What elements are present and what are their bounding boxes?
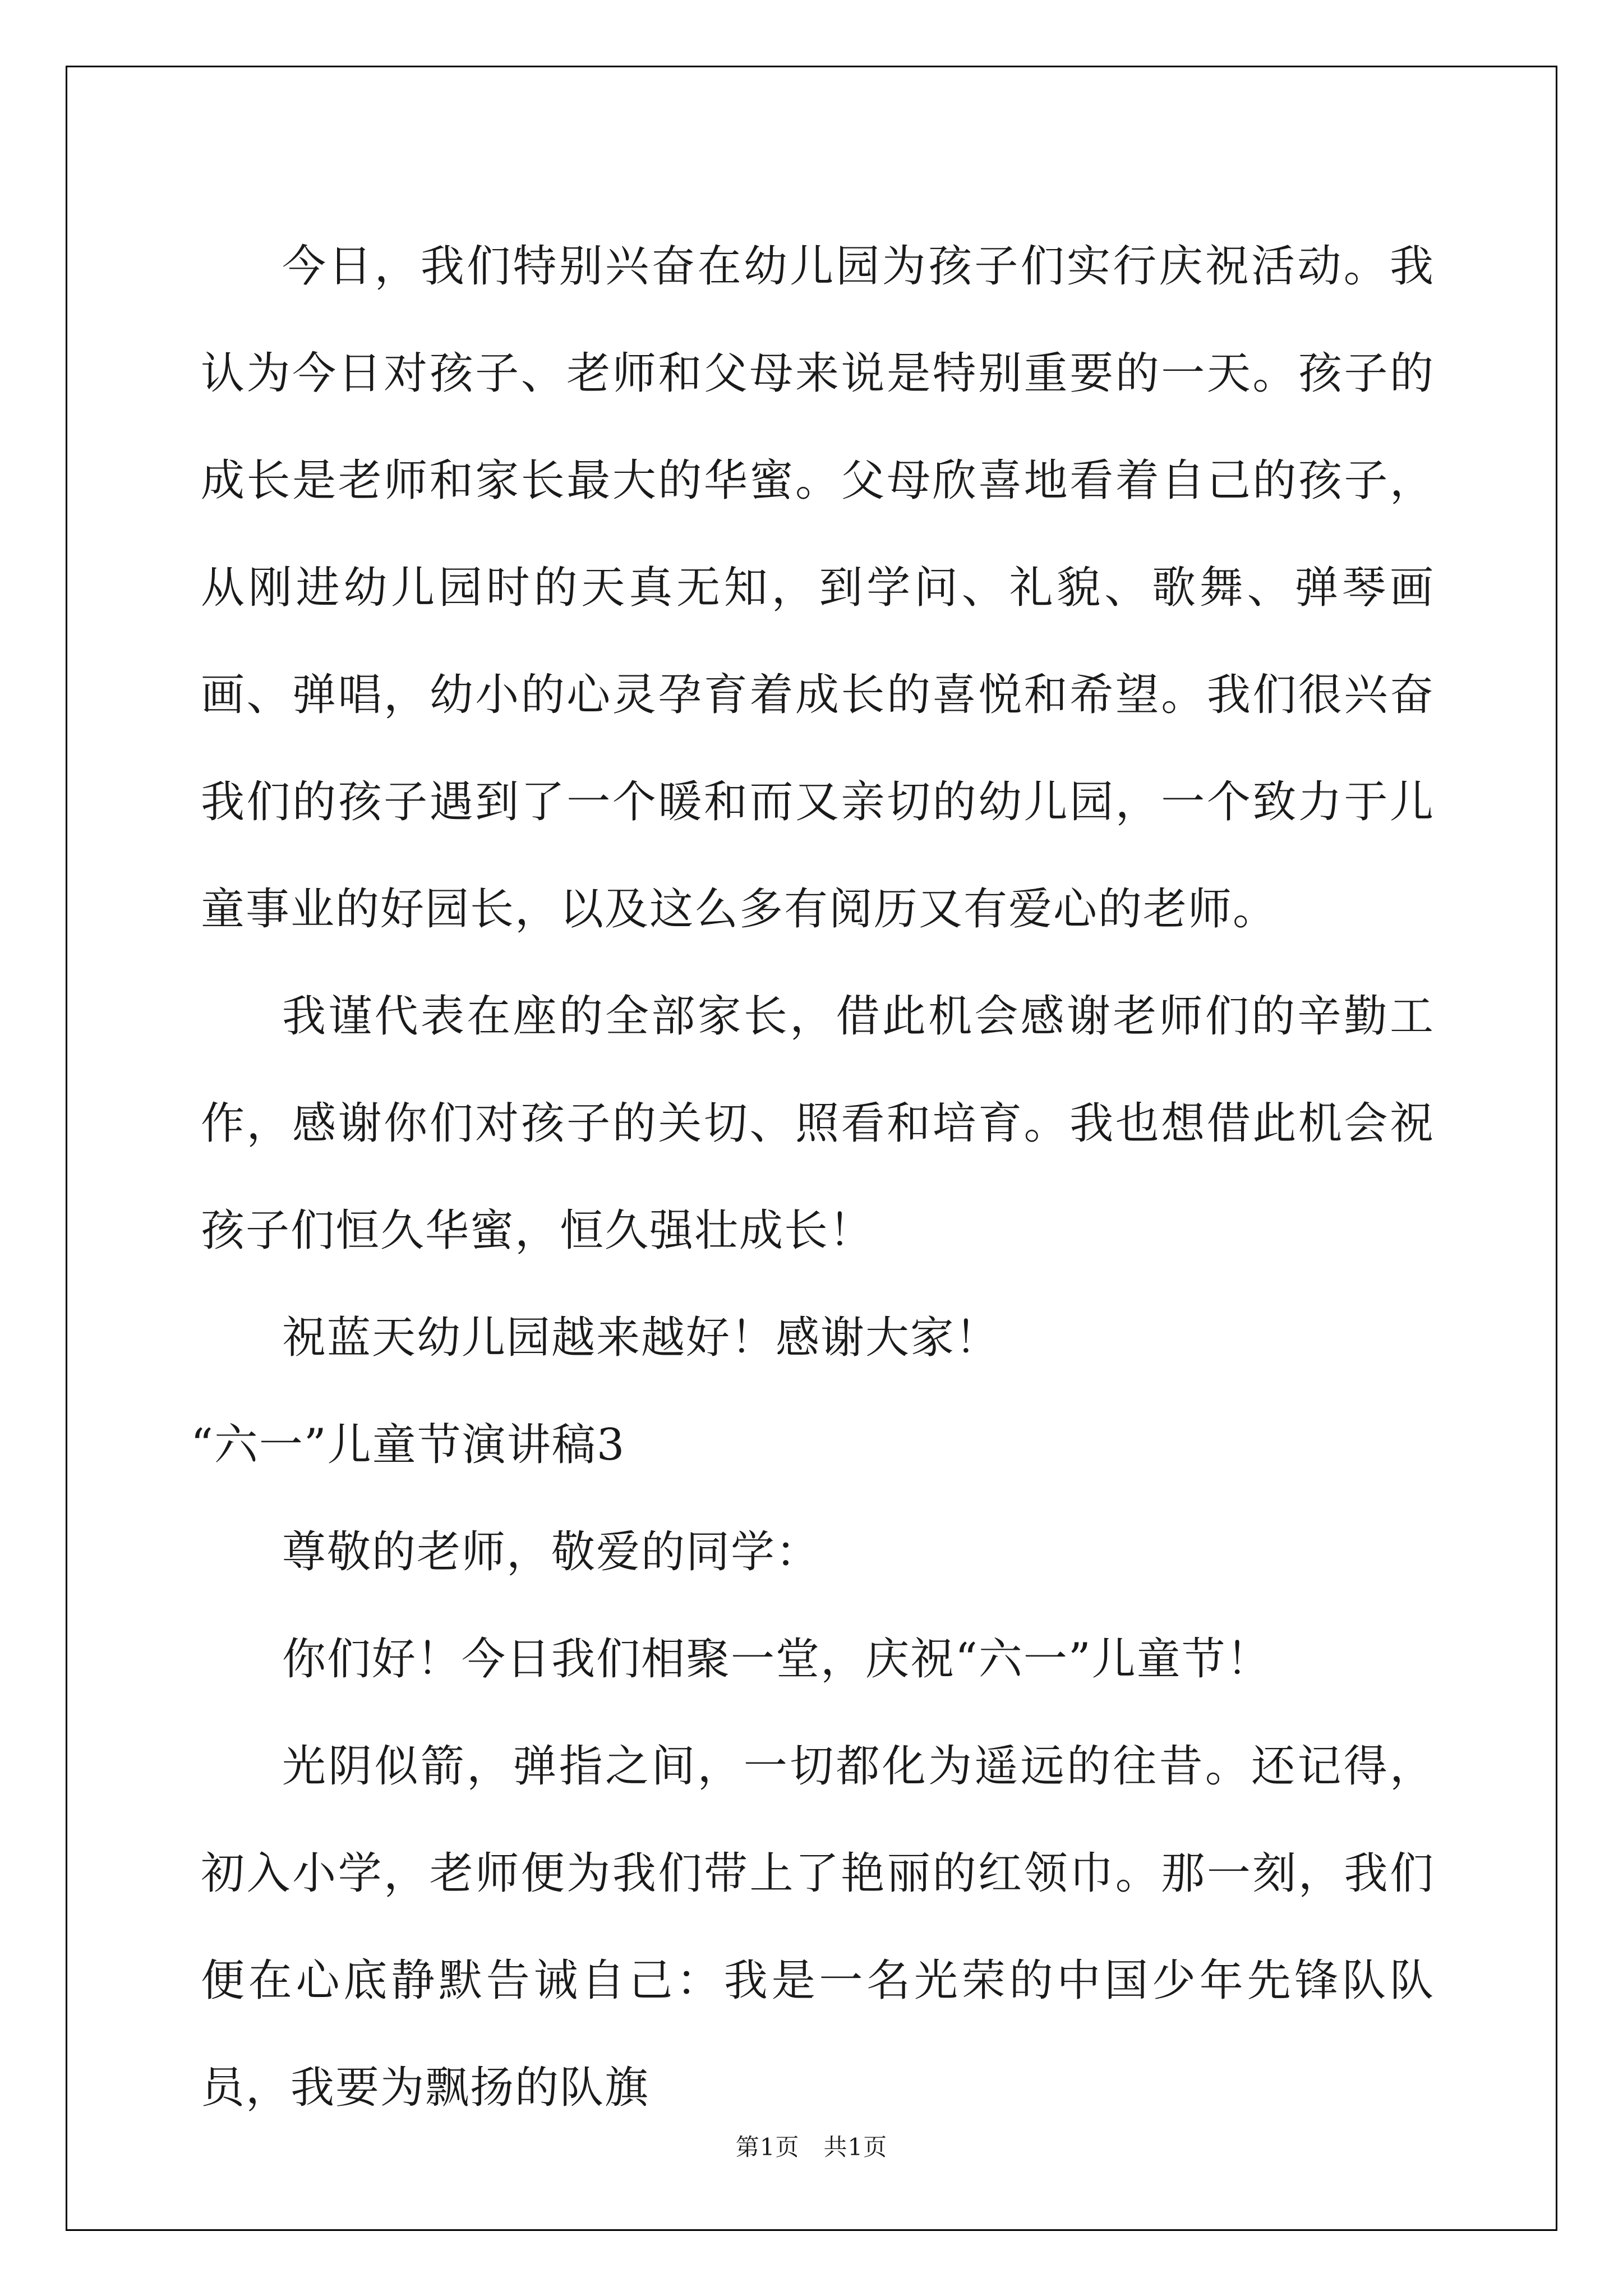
document-body <box>191 213 1435 2142</box>
paragraph: 你们好！今日我们相聚一堂，庆祝“六一”儿童节！ <box>282 1634 1271 1685</box>
paragraph: 今日，我们特别兴奋在幼儿园为孩子们实行庆祝活动。我认为今日对孩子、老师和父母来说是特别重要的一天。孩子的成长是老师和家长最大的华蜜。父母欣喜地看着自己的孩子，从刚进幼儿园时的天真无知，到学问、礼貌、歌舞、弹琴画画、弹唱，幼小的心灵孕育着成长的喜悦和希望。我们很兴奋我们的孩子遇到了一个暖和而又亲切的幼儿园，一个致力于儿童事业的好园长，以及这么多有阅历又有爱心的老师。 <box>201 241 1435 935</box>
paragraph: 祝蓝天幼儿园越来越好！感谢大家！ <box>282 1313 1000 1363</box>
paragraph: 尊敬的老师，敬爱的同学： <box>282 1527 821 1577</box>
page-footer: 第1页 共1页 <box>735 2133 888 2161</box>
paragraph: 光阴似箭，弹指之间，一切都化为遥远的往昔。还记得，初入小学，老师便为我们带上了艳丽的红领巾。那一刻，我们便在心底静默告诫自己：我是一名光荣的中国少年先锋队队员，我要为飘扬的队旗 <box>201 1741 1435 2113</box>
section-title: “六一”儿童节演讲稿3 <box>191 1420 626 1470</box>
paragraph: 我谨代表在座的全部家长，借此机会感谢老师们的辛勤工作，感谢你们对孩子的关切、照看和培育。我也想借此机会祝孩子们恒久华蜜，恒久强壮成长！ <box>201 991 1435 1256</box>
